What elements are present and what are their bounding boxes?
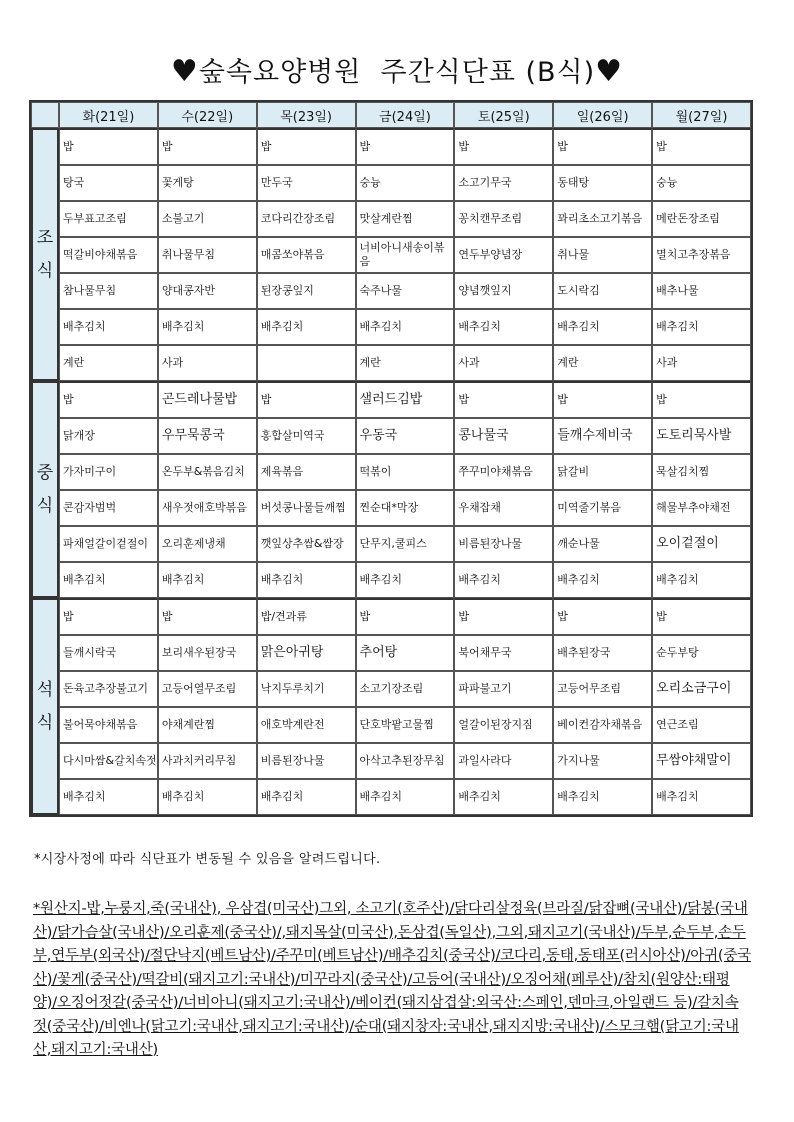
- menu-cell: 비름된장나물: [257, 743, 356, 779]
- menu-cell: 과일사라다: [454, 743, 553, 779]
- menu-cell: 베이컨감자채볶음: [553, 707, 652, 743]
- menu-cell: 다시마쌈&갈치속젓: [59, 743, 158, 779]
- meal-label: 조 식: [31, 128, 59, 381]
- menu-cell: 배추김치: [652, 779, 751, 815]
- menu-cell: 비름된장나물: [454, 526, 553, 562]
- menu-cell: 맛살계란찜: [356, 201, 455, 237]
- menu-cell: 맑은아귀탕: [257, 635, 356, 671]
- menu-cell: 오리소금구이: [652, 671, 751, 707]
- menu-cell: 낙지두루치기: [257, 671, 356, 707]
- menu-cell: 연근조림: [652, 707, 751, 743]
- menu-body: [31, 128, 751, 815]
- menu-cell: 밥: [553, 128, 652, 165]
- menu-cell: 밥: [158, 598, 257, 635]
- menu-cell: 사과치커리무침: [158, 743, 257, 779]
- menu-cell: 파채얼갈이겉절이: [59, 526, 158, 562]
- menu-cell: 배추김치: [59, 562, 158, 598]
- menu-cell: 버섯콩나물들깨찜: [257, 490, 356, 526]
- menu-cell: 밥: [257, 128, 356, 165]
- menu-cell: 양대콩자반: [158, 273, 257, 309]
- menu-cell: 애호박계란전: [257, 707, 356, 743]
- menu-cell: 멸치고추장볶음: [652, 237, 751, 273]
- menu-cell: 우무묵콩국: [158, 418, 257, 454]
- menu-row: [31, 128, 751, 165]
- menu-cell: 오리훈제냉채: [158, 526, 257, 562]
- menu-cell: 만두국: [257, 165, 356, 201]
- day-header: 수(22일): [158, 102, 257, 128]
- menu-row: [31, 201, 751, 237]
- menu-cell: 추어탕: [356, 635, 455, 671]
- menu-cell: 묵살김치찜: [652, 454, 751, 490]
- menu-cell: 야채계란찜: [158, 707, 257, 743]
- menu-row: [31, 237, 751, 273]
- menu-cell: 찐순대*막장: [356, 490, 455, 526]
- menu-row: [31, 273, 751, 309]
- menu-cell: 북어채무국: [454, 635, 553, 671]
- menu-cell: 가자미구이: [59, 454, 158, 490]
- menu-cell: 콩나물국: [454, 418, 553, 454]
- menu-cell: 콘감자범벅: [59, 490, 158, 526]
- menu-cell: 소고기무국: [454, 165, 553, 201]
- menu-cell: 숙주나물: [356, 273, 455, 309]
- weekly-menu-table: [29, 100, 753, 817]
- menu-cell: 밥: [257, 381, 356, 418]
- menu-cell: 배추된장국: [553, 635, 652, 671]
- menu-cell: 밥: [158, 128, 257, 165]
- menu-cell: 깻잎상추쌈&쌈장: [257, 526, 356, 562]
- menu-cell: 배추김치: [257, 562, 356, 598]
- heart-icon: ♥: [170, 54, 199, 89]
- menu-cell: 얼갈이된장지짐: [454, 707, 553, 743]
- heart-icon: ♥: [595, 54, 624, 89]
- menu-cell: 메란돈장조림: [652, 201, 751, 237]
- menu-cell: 해물부추야채전: [652, 490, 751, 526]
- menu-cell: 배추김치: [356, 779, 455, 815]
- menu-cell: 새우젓애호박볶음: [158, 490, 257, 526]
- menu-cell: 코다리간장조림: [257, 201, 356, 237]
- menu-cell: 밥: [553, 381, 652, 418]
- menu-cell: 양념깻잎지: [454, 273, 553, 309]
- menu-cell: 배추김치: [257, 309, 356, 345]
- menu-cell: 매콤쏘야볶음: [257, 237, 356, 273]
- origin-info: *원산지-밥,누룽지,죽(국내산), 우삼겹(미국산)그외, 소고기(호주산)/닭다리살정육(브라질/닭잡뼈(국내산)/닭봉(국내산)/닭가슴살(국내산)/오리훈제(중국산)/,돼지목살(미국산),돈삼겹(독일산),그외,돼지고기(국내산)/두부,순두부,손두부,연두부(외국산)/절단낙지(베트남산)/주꾸미(베트남산)/배추김치(중국산)/코다리,동태,동태포(러시아산)/아귀(중국산)/꽃게(중국산)/떡갈비(돼지고기:국내산)/미꾸라지(중국산)/고등어(국내산)/오징어채(페루산)/참치(원양산:태평양)/오징어젓갈(중국산)/너비아니(돼지고기:국내산)/베이컨(돼지삼겹살:외국산:스페인,덴마크,아일랜드 등)/갈치속젓(중국산)/비엔나(닭고기:국내산,돼지고기:국내산)/순대(돼지창자:국내산,돼지지방:국내산)/스모크햄(닭고기:국내산,돼지고기:국내산): [33, 901, 751, 1058]
- menu-cell: 밥: [454, 598, 553, 635]
- menu-cell: 가지나물: [553, 743, 652, 779]
- menu-row: [31, 381, 751, 418]
- menu-cell: 깨순나물: [553, 526, 652, 562]
- menu-cell: 닭갈비: [553, 454, 652, 490]
- menu-cell: 계란: [553, 345, 652, 381]
- menu-cell: 배추김치: [59, 779, 158, 815]
- menu-cell: 단무지,쿨피스: [356, 526, 455, 562]
- menu-cell: 떡갈비야채볶음: [59, 237, 158, 273]
- menu-cell: 닭개장: [59, 418, 158, 454]
- menu-cell: 제육볶음: [257, 454, 356, 490]
- menu-cell: 무쌈야채말이: [652, 743, 751, 779]
- menu-cell: 배추김치: [356, 562, 455, 598]
- menu-cell: 배추김치: [59, 309, 158, 345]
- menu-cell: 샐러드김밥: [356, 381, 455, 418]
- menu-cell: 밥: [553, 598, 652, 635]
- meal-label: 중 식: [31, 381, 59, 598]
- menu-cell: 단호박팥고물찜: [356, 707, 455, 743]
- menu-cell: 고등어무조림: [553, 671, 652, 707]
- menu-row: [31, 707, 751, 743]
- menu-row: [31, 309, 751, 345]
- menu-cell: 배추김치: [158, 779, 257, 815]
- menu-row: [31, 165, 751, 201]
- day-header: 토(25일): [454, 102, 553, 128]
- menu-cell: 쭈꾸미야채볶음: [454, 454, 553, 490]
- menu-cell: 밥: [454, 381, 553, 418]
- menu-cell: 배추나물: [652, 273, 751, 309]
- menu-cell: 숭늉: [652, 165, 751, 201]
- menu-cell: 꽃게탕: [158, 165, 257, 201]
- menu-row: [31, 345, 751, 381]
- menu-cell: 꽁치캔무조림: [454, 201, 553, 237]
- meal-label: 석 식: [31, 598, 59, 815]
- menu-cell: 파파불고기: [454, 671, 553, 707]
- menu-cell: 계란: [356, 345, 455, 381]
- menu-row: [31, 598, 751, 635]
- menu-cell: 밥: [356, 598, 455, 635]
- menu-row: [31, 779, 751, 815]
- menu-cell: 미역줄기볶음: [553, 490, 652, 526]
- menu-row: [31, 671, 751, 707]
- menu-cell: 밥: [59, 598, 158, 635]
- menu-cell: 배추김치: [553, 779, 652, 815]
- menu-cell: 곤드레나물밥: [158, 381, 257, 418]
- menu-cell: 소고기장조림: [356, 671, 455, 707]
- menu-cell: 취나물: [553, 237, 652, 273]
- menu-cell: 계란: [59, 345, 158, 381]
- day-header: 화(21일): [59, 102, 158, 128]
- corner-cell: [31, 102, 59, 128]
- menu-cell: 들깨수제비국: [553, 418, 652, 454]
- page-title: [0, 50, 794, 89]
- menu-cell: 배추김치: [553, 562, 652, 598]
- day-header-row: [31, 102, 751, 128]
- menu-cell: 돈육고추장불고기: [59, 671, 158, 707]
- menu-cell: 숭늉: [356, 165, 455, 201]
- menu-cell: 온두부&볶음김치: [158, 454, 257, 490]
- menu-cell: 밥: [652, 381, 751, 418]
- menu-cell: 두부표고조림: [59, 201, 158, 237]
- menu-cell: 사과: [454, 345, 553, 381]
- menu-cell: 동태탕: [553, 165, 652, 201]
- menu-cell: 고등어열무조림: [158, 671, 257, 707]
- menu-cell: 탕국: [59, 165, 158, 201]
- day-header: 목(23일): [257, 102, 356, 128]
- menu-row: [31, 743, 751, 779]
- menu-cell: [257, 345, 356, 381]
- menu-cell: 소불고기: [158, 201, 257, 237]
- menu-cell: 배추김치: [158, 562, 257, 598]
- menu-cell: 우채잡채: [454, 490, 553, 526]
- menu-cell: 밥: [652, 598, 751, 635]
- menu-cell: 배추김치: [454, 779, 553, 815]
- menu-cell: 순두부탕: [652, 635, 751, 671]
- menu-cell: 밥: [59, 128, 158, 165]
- menu-row: [31, 454, 751, 490]
- menu-cell: 밥/견과류: [257, 598, 356, 635]
- menu-cell: 도시락김: [553, 273, 652, 309]
- menu-row: [31, 635, 751, 671]
- menu-cell: 홍합살미역국: [257, 418, 356, 454]
- day-header: 금(24일): [356, 102, 455, 128]
- menu-cell: 밥: [652, 128, 751, 165]
- menu-cell: 배추김치: [454, 309, 553, 345]
- menu-cell: 밥: [59, 381, 158, 418]
- menu-cell: 너비아니새송이볶음: [356, 237, 455, 273]
- menu-cell: 배추김치: [652, 309, 751, 345]
- menu-cell: 연두부양념장: [454, 237, 553, 273]
- menu-cell: 보리새우된장국: [158, 635, 257, 671]
- menu-cell: 된장콩잎지: [257, 273, 356, 309]
- day-header: 월(27일): [652, 102, 751, 128]
- menu-row: [31, 562, 751, 598]
- menu-row: [31, 418, 751, 454]
- menu-cell: 꽈리초소고기볶음: [553, 201, 652, 237]
- menu-cell: 우동국: [356, 418, 455, 454]
- menu-cell: 배추김치: [158, 309, 257, 345]
- menu-row: [31, 490, 751, 526]
- menu-cell: 배추김치: [652, 562, 751, 598]
- menu-cell: 참나물무침: [59, 273, 158, 309]
- menu-cell: 배추김치: [356, 309, 455, 345]
- menu-cell: 오이겉절이: [652, 526, 751, 562]
- menu-cell: 떡볶이: [356, 454, 455, 490]
- day-header: 일(26일): [553, 102, 652, 128]
- menu-cell: 배추김치: [257, 779, 356, 815]
- price-change-notice: *시장사정에 따라 식단표가 변동될 수 있음을 알려드립니다.: [34, 852, 381, 867]
- title-text: 숲속요양병원 주간식단표 (B식): [198, 57, 596, 88]
- menu-cell: 도토리묵사발: [652, 418, 751, 454]
- menu-cell: 밥: [454, 128, 553, 165]
- menu-cell: 아삭고추된장무침: [356, 743, 455, 779]
- menu-cell: 밥: [356, 128, 455, 165]
- menu-cell: 배추김치: [454, 562, 553, 598]
- menu-cell: 들깨시락국: [59, 635, 158, 671]
- menu-cell: 취나물무침: [158, 237, 257, 273]
- menu-cell: 사과: [158, 345, 257, 381]
- menu-cell: 사과: [652, 345, 751, 381]
- menu-row: [31, 526, 751, 562]
- menu-cell: 배추김치: [553, 309, 652, 345]
- menu-cell: 불어묵야채볶음: [59, 707, 158, 743]
